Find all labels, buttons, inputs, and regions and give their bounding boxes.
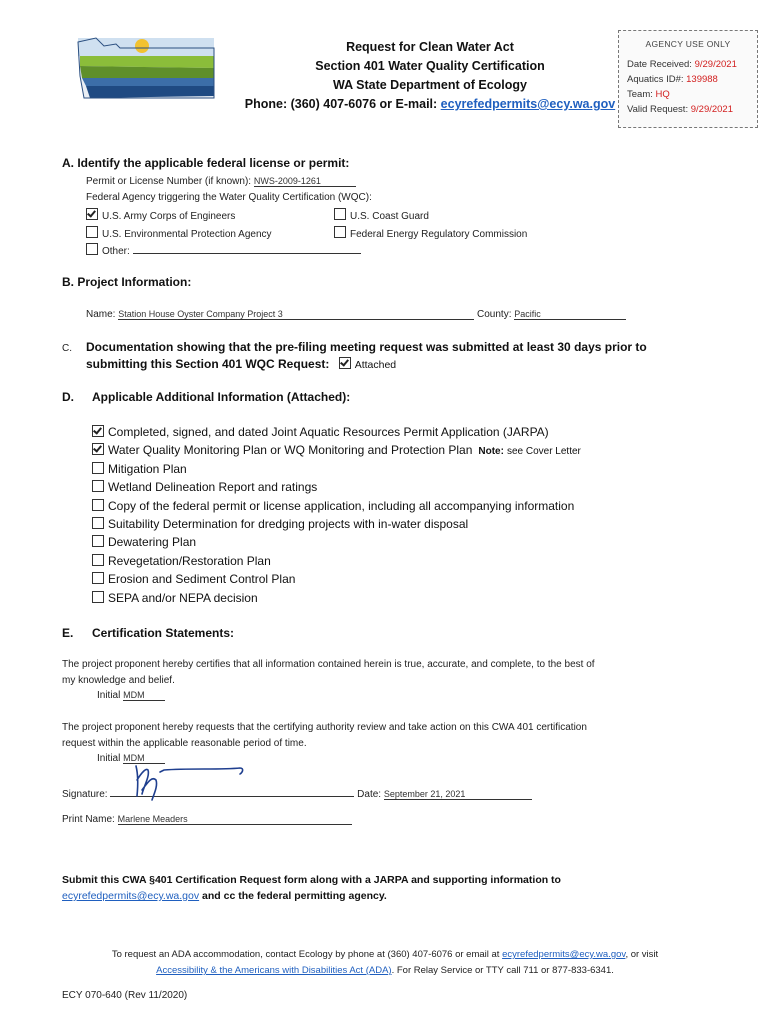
attachments-list — [92, 425, 581, 609]
attachment-item[interactable] — [92, 517, 581, 535]
certification-paragraph-2 — [62, 720, 742, 752]
section-c-text2: submitting this Section 401 WQC Request: — [86, 357, 330, 371]
attachment-checkbox[interactable] — [92, 425, 104, 437]
valid-request-value: 9/29/2021 — [690, 104, 733, 115]
form-title-line1: Request for Clean Water Act — [346, 40, 514, 54]
other-checkbox[interactable] — [86, 243, 98, 255]
attachment-checkbox[interactable] — [92, 462, 104, 474]
ada-pre-text: To request an ADA accommodation, contact Ecology by phone at (360) 407-6076 or email at — [111, 949, 503, 960]
section-c-text1: Documentation showing that the pre-filing meeting request was submitted at least 30 days prior to — [86, 340, 647, 354]
section-d-letter: D. — [62, 390, 74, 404]
corps-checkbox[interactable] — [86, 208, 98, 220]
ferc-checkbox[interactable] — [334, 226, 346, 238]
initial-row-1 — [97, 690, 165, 701]
attachment-label: Copy of the federal permit or license application, including all accompanying information — [108, 498, 575, 513]
team-row — [627, 89, 757, 100]
other-label: Other: — [102, 246, 130, 257]
attachment-item[interactable] — [92, 425, 581, 443]
cert-para2-line2: request within the applicable reasonable period of time. — [62, 738, 307, 749]
permit-number-field[interactable]: NWS-2009-1261 — [254, 176, 356, 187]
certification-paragraph-1 — [62, 657, 742, 689]
agency-use-box — [618, 30, 758, 128]
submit-line2 — [62, 888, 561, 904]
option-coast-guard[interactable] — [334, 208, 429, 222]
project-name-row — [86, 309, 626, 320]
option-epa[interactable] — [86, 226, 272, 240]
corps-label: U.S. Army Corps of Engineers — [102, 211, 236, 222]
cert-para2-line1: The project proponent hereby requests that the certifying authority review and take action on this CWA 401 certification — [62, 722, 587, 733]
attachment-checkbox[interactable] — [92, 535, 104, 547]
option-corps[interactable] — [86, 208, 235, 222]
attachment-item[interactable] — [92, 535, 581, 553]
ada-post-text: , or visit — [625, 949, 659, 960]
section-a-heading: A. Identify the applicable federal license or permit: — [62, 156, 350, 170]
agency-use-title: AGENCY USE ONLY — [645, 39, 731, 49]
attachment-label: Dewatering Plan — [108, 535, 197, 550]
attachment-checkbox[interactable] — [92, 554, 104, 566]
permit-number-row — [86, 176, 356, 187]
attachment-label: Wetland Delineation Report and ratings — [108, 480, 318, 495]
submit-line2-rest: and cc the federal permitting agency. — [199, 890, 387, 902]
valid-request-row — [627, 104, 757, 115]
option-ferc[interactable] — [334, 226, 527, 240]
attachment-item[interactable] — [92, 443, 581, 461]
print-name-field[interactable]: Marlene Meaders — [118, 814, 352, 825]
attachment-item[interactable] — [92, 572, 581, 590]
ada-accessibility-link[interactable]: Accessibility & the Americans with Disabilities Act (ADA) — [156, 965, 392, 976]
county-field[interactable]: Pacific — [514, 309, 626, 320]
attachment-checkbox[interactable] — [92, 480, 104, 492]
other-field[interactable] — [133, 244, 361, 254]
submit-email-link[interactable]: ecyrefedpermits@ecy.wa.gov — [62, 890, 200, 902]
date-received-row — [627, 59, 757, 70]
valid-request-label: Valid Request: — [627, 104, 689, 115]
relay-service-text: . For Relay Service or TTY call 711 or 877-833-6341. — [391, 965, 614, 976]
form-header — [230, 38, 630, 114]
ada-email-link[interactable]: ecyrefedpermits@ecy.wa.gov — [502, 949, 626, 960]
submit-line1: Submit this CWA §401 Certification Request form along with a JARPA and supporting information to — [62, 874, 561, 886]
handwritten-signature — [130, 760, 250, 804]
project-name-label: Name: — [86, 309, 116, 320]
aquatics-id-row — [627, 74, 757, 85]
washington-state-logo-icon — [76, 36, 216, 108]
form-title-line2: Section 401 Water Quality Certification — [315, 59, 545, 73]
attachment-label: Completed, signed, and dated Joint Aquatic Resources Permit Application (JARPA) — [108, 425, 549, 439]
initial-field-1[interactable]: MDM — [123, 690, 165, 701]
section-e-letter: E. — [62, 626, 74, 640]
phone-text: Phone: (360) 407-6076 or E-mail: — [244, 97, 441, 111]
signature-label: Signature: — [62, 789, 108, 800]
date-label: Date: — [357, 789, 382, 800]
note-text — [478, 446, 581, 457]
date-received-value: 9/29/2021 — [694, 59, 737, 70]
aquatics-id-label: Aquatics ID#: — [627, 74, 684, 85]
attachment-label: Mitigation Plan — [108, 461, 187, 476]
attached-label: Attached — [354, 359, 397, 371]
ada-line2 — [40, 963, 730, 979]
attachment-label: Water Quality Monitoring Plan or WQ Monitoring and Protection Plan — [108, 443, 473, 458]
project-name-field[interactable]: Station House Oyster Company Project 3 — [118, 309, 474, 320]
attachment-item[interactable] — [92, 591, 581, 609]
ecology-logo — [76, 36, 216, 108]
attachment-checkbox[interactable] — [92, 443, 104, 455]
aquatics-id-value: 139988 — [686, 74, 718, 85]
attachment-checkbox[interactable] — [92, 517, 104, 529]
epa-label: U.S. Environmental Protection Agency — [102, 229, 272, 240]
coast-guard-checkbox[interactable] — [334, 208, 346, 220]
team-label: Team: — [627, 89, 653, 100]
print-name-label: Print Name: — [62, 814, 115, 825]
section-e-heading: Certification Statements: — [92, 626, 235, 640]
form-id: ECY 070-640 (Rev 11/2020) — [62, 990, 188, 1001]
permit-number-label: Permit or License Number (if known): — [86, 176, 252, 187]
attachment-item[interactable] — [92, 554, 581, 572]
option-other[interactable] — [86, 243, 361, 257]
submit-instructions — [62, 872, 561, 904]
federal-agency-label: Federal Agency triggering the Water Quality Certification (WQC): — [86, 192, 372, 203]
attachment-checkbox[interactable] — [92, 572, 104, 584]
coast-guard-label: U.S. Coast Guard — [350, 211, 429, 222]
section-d-heading: Applicable Additional Information (Attached): — [92, 390, 351, 404]
attachment-label: Erosion and Sediment Control Plan — [108, 572, 296, 587]
cert-para1-line1: The project proponent hereby certifies that all information contained herein is true, accurate, and complete, to the best of — [62, 659, 595, 670]
print-name-row — [62, 814, 352, 825]
epa-checkbox[interactable] — [86, 226, 98, 238]
attachment-checkbox[interactable] — [92, 499, 104, 511]
attachment-label: Revegetation/Restoration Plan — [108, 553, 271, 568]
team-value: HQ — [655, 89, 670, 100]
date-field[interactable]: September 21, 2021 — [384, 789, 532, 800]
section-c-letter: C. — [62, 343, 72, 354]
attached-checkbox[interactable] — [339, 357, 351, 369]
contact-line — [230, 95, 630, 114]
attachment-label: Suitability Determination for dredging projects with in-water disposal — [108, 516, 469, 531]
ada-notice — [40, 947, 730, 979]
header-email-link[interactable]: ecyrefedpermits@ecy.wa.gov — [440, 97, 616, 111]
section-b-heading: B. Project Information: — [62, 275, 192, 289]
attachment-item[interactable] — [92, 499, 581, 517]
attachment-label: SEPA and/or NEPA decision — [108, 590, 258, 605]
initial-label-1: Initial — [97, 690, 121, 701]
form-title-line3: WA State Department of Ecology — [332, 78, 527, 92]
note-label: Note: — [478, 446, 504, 458]
date-received-label: Date Received: — [627, 59, 692, 70]
note-value: see Cover Letter — [506, 446, 581, 458]
county-label: County: — [477, 309, 512, 320]
attachment-checkbox[interactable] — [92, 591, 104, 603]
attachment-item[interactable] — [92, 462, 581, 480]
cert-para1-line2: my knowledge and belief. — [62, 675, 175, 686]
section-c-row2 — [86, 357, 396, 371]
ada-line1 — [40, 947, 730, 963]
attachment-item[interactable] — [92, 480, 581, 498]
initial-label-2: Initial — [97, 753, 121, 764]
initial-field-2[interactable]: MDM — [123, 753, 165, 764]
ferc-label: Federal Energy Regulatory Commission — [350, 229, 528, 240]
